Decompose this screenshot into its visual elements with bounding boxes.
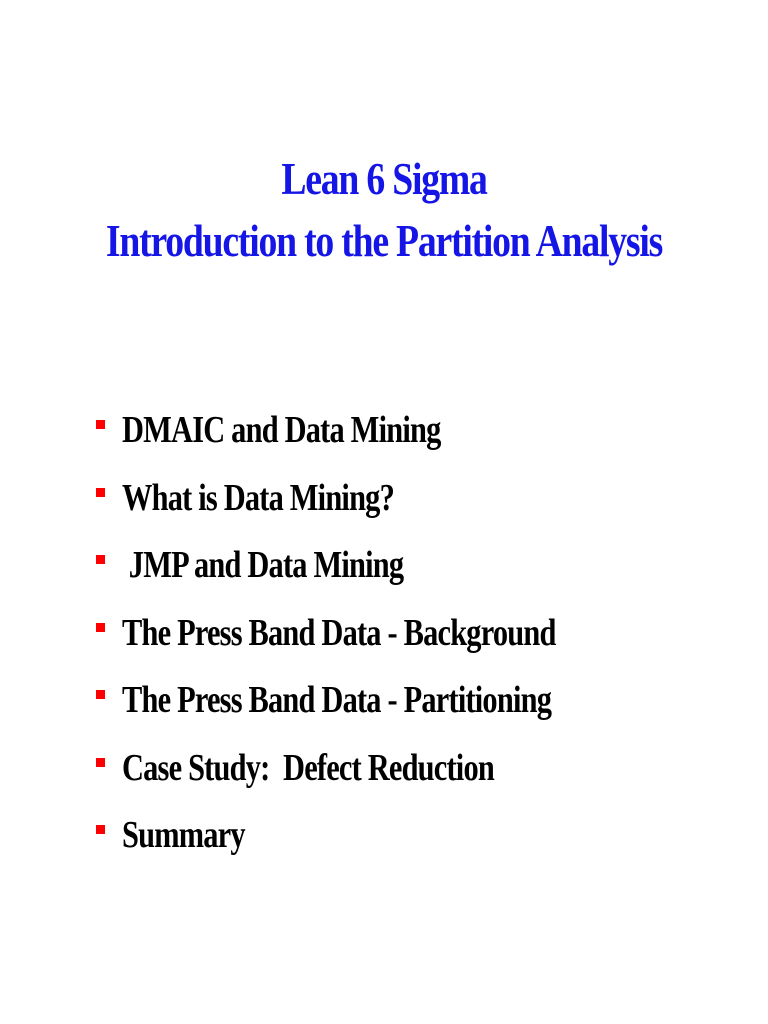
bullet-text: The Press Band Data - Partitioning	[122, 679, 552, 721]
bullet-text: The Press Band Data - Background	[122, 611, 556, 654]
square-bullet-icon	[96, 488, 105, 497]
bullet-text: DMAIC and Data Mining	[122, 409, 441, 451]
bullet-text: Case Study: Defect Reduction	[122, 746, 494, 789]
square-bullet-icon	[96, 623, 105, 632]
square-bullet-icon	[96, 690, 105, 699]
square-bullet-icon	[96, 825, 105, 834]
square-bullet-icon	[96, 555, 105, 564]
title-line-2: Introduction to the Partition Analysis	[105, 215, 663, 266]
bullet-text: JMP and Data Mining	[122, 544, 404, 586]
square-bullet-icon	[96, 420, 105, 429]
title-line-1: Lean 6 Sigma	[281, 153, 487, 204]
square-bullet-icon	[96, 758, 105, 767]
slide-title	[0, 148, 768, 272]
bullet-text: Summary	[122, 814, 245, 856]
bullet-text: What is Data Mining?	[122, 476, 394, 519]
